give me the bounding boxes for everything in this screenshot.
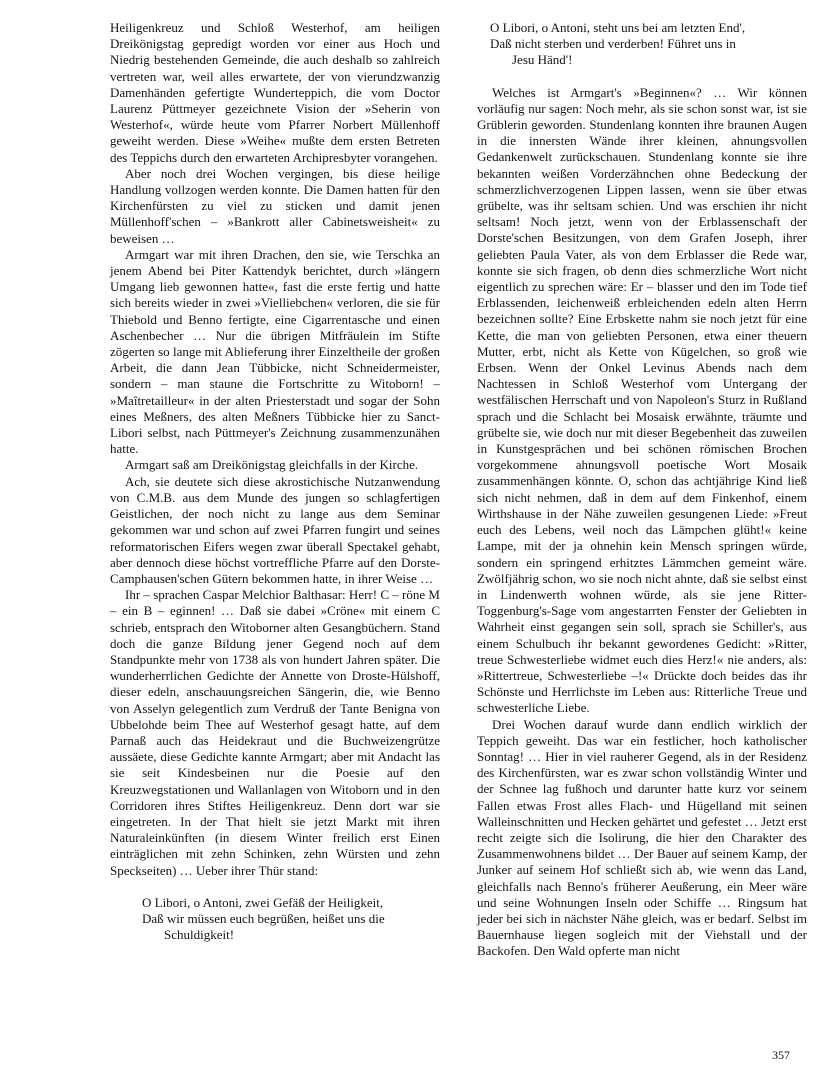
verse-line: Jesu Händ'! [512, 52, 573, 68]
verse-line: Daß wir müssen euch begrüßen, heißet uns die [142, 910, 385, 926]
verse-line: Daß nicht sterben und verderben! Führet uns in [490, 36, 736, 52]
page-number: 357 [772, 1048, 790, 1062]
paragraph: Drei Wochen darauf wurde dann endlich wirklich der Teppich geweiht. Das war ein festlicher, hoch katholischer Sonntag! … Hier in viel rauherer Gegend, als in der Residenz des Kirchenfürsten, war es zwar schon vollständig Winter und der Schnee lag fußhoch und darunter hatte kurz vor seinem Fallen etwas Frost alles Flach- und Hügelland mit seinen Walleinschnitten und Hecken gehärtet und gefestet … Jetzt erst recht zeigte sich die Isolirung, die hier den Charakter des Zusammenwohnens bildet … Der Bauer auf seinem Kamp, der Junker auf seinem Hof schließt sich ab, wie wenn das Land, gleichfalls nach Benno's früherer Aeußerung, ein Meer wäre und seine Wohnungen Inseln oder Schiffe … Ringsum hat jeder bei sich in nächster Nähe gleich, was er bedarf. Selbst im Bauernhause liegen sogleich mit der Viehstall und der Backofen. Den Wald opferte man nicht [477, 716, 807, 959]
paragraph: Aber noch drei Wochen vergingen, bis diese heilige Handlung vollzogen werden konnte. Die Damen hatten für den Kirchenfürsten zu viel zu sticken und damit jenen Müllenhoff'schen – »Bankrott aller Cabinetsweisheit« zu beweisen … [110, 165, 440, 246]
verse-line: Schuldigkeit! [164, 927, 235, 943]
text-columns [110, 20, 807, 960]
paragraph: Welches ist Armgart's »Beginnen«? … Wir können vorläufig nur sagen: Noch mehr, als sie schon sonst war, ist sie Grüblerin geworden. Stundenlang konnten ihre braunen Augen in die innersten Wände ihrer kleinen, ahnungsvollen Gedankenwelt zurückschauen. Stundenlang konnte sie ihre bekannten weißen Vorderzähnchen ohne Bedeckung der schmerzlichverzogenen Lippen lassen, wenn sie über etwas grübelte, was ihr seltsam schien. Und was erschien ihr nicht seltsam! Noch jetzt, wenn von der Erblassenschaft der Dorste'schen Besitzungen, von dem Grafen Joseph, ihrer geliebten Paula Vater, als von dem Erblasser die Rede war, konnte sie sich fragen, ob denn dies schmerzliche Wort nicht eigentlich zu sprechen wäre: Er – blasser und den im Tode tief Erblassenden, leichenweiß erbleichenden edeln alten Herrn bezeichnen sollte? Eine Erbskette nahm sie noch jetzt für eine Kette, die man von geliebten Personen, etwa einer theuern Mutter, erbt, nicht als Kette von Kügelchen, so groß wie Erbsen. Wenn der Onkel Levinus Abends nach dem Nachtessen in Schloß Westerhof vom Untergang der westfälischen Herrschaft und von Napoleon's Sturz in Rußland sprach und die Schlacht bei Mosaisk erwähnte, träumte und grübelte sie, wie doch nur mit dieser Begebenheit das zuweilen in Kunstgesprächen und bei schönen römischen Brochen vorgekommene ahnungsvoll poetische Wort Mosaik zusammenhängen könnte. O, schon das achtjährige Kind ließ sich nicht nehmen, daß in dem auf dem Finkenhof, einem Wirthshause in der Nähe zuweilen gesungenen Liede: »Freut euch des Lebens, weil noch das Lämpchen glüht!« keine Lampe, mit der ja ohnehin kein Mensch springen würde, sondern ein springend erhitztes Lämmchen gemeint wäre. Zwölfjährig schon, wo sie noch nicht ahnte, daß sie selbst einst in Lindenwerth wohnen würde, als sie jene Ritter-Toggenburg's-Sage vom angestarrten Fenster der Geliebten in Wahrheit einst gegangen sein soll, sprach sie Schiller's, aus einem Schulbuch ihr bekannt gewordenes Gedicht: »Ritter, treue Schwesterliebe widmet euch dies Herz!« nie anders, als: »Rittertreue, Schwesterliebe –!« Drückte doch beides das ihr Schönste und Herrlichste im Leben aus: Ritterliche Treue und schwesterliche Liebe. [477, 84, 807, 716]
verse-line: O Libori, o Antoni, zwei Gefäß der Heiligkeit, [142, 894, 384, 910]
paragraph: Ach, sie deutete sich diese akrostichische Nutzanwendung von C.M.B. aus dem Munde des jungen so schlagfertigen Geistlichen, der noch nicht zu lange aus dem Seminar gekommen war und schon auf zwei Pfarren fungirt und seines reformatorischen Eifers wegen zwar überall Spectakel gehabt, aber dennoch diese höchst vortreffliche Pfarre auf den Dorste-Camphausen'schen Gütern bekommen hatte, in ihrer Weise … [110, 473, 440, 586]
left-column [110, 20, 440, 960]
verse-block-libori-prayer [490, 20, 807, 69]
verse-line: O Libori, o Antoni, steht uns bei am letzten End', [490, 20, 746, 35]
verse-block-libori-greeting [142, 895, 440, 944]
right-column [477, 20, 807, 960]
paragraph: Ihr – sprachen Caspar Melchior Balthasar: Herr! C – röne M – ein B – eginnen! … Daß sie dabei »Cröne« mit einem C schrieb, entsprach den Witoborner alten Gesangbüchern. Stand doch die ganze Bildung jener Gegend noch auf dem Standpunkte mehr von 1738 als von hundert Jahren später. Die wunderherrlichen Gedichte der Annette von Droste-Hülshoff, dieser edeln, anschauungsreichen Sängerin, die, wie Benno von Asselyn gelegentlich zum Verdruß der Tante Benigna von Ubbelohde beim Thee auf Westerhof gesagt hatte, auf dem Parnaß auch das Heidekraut und die Buchweizengrütze aussäete, diese Gedichte kannte Armgart; aber mit Andacht las sie seit Kindesbeinen nur die Poesie auf den Kreuzwegstationen und Wallanlagen von Witoborn und in den Corridoren ihres Stiftes Heiligenkreuz. Denn dort war sie eingetreten. In der That hielt sie jetzt Markt mit ihren Naturaleinkünften (in diesem Winter freilich erst Einen einträglichen mit zehn Schinken, zehn Würsten und zehn Speckseiten) … Ueber ihrer Thür stand: [110, 587, 440, 878]
paragraph: Armgart war mit ihren Drachen, den sie, wie Terschka an jenem Abend bei Piter Kattendyk berichtet, durch »längern Umgang lieb gewonnen hatte«, fast die erste fertig und hatte sich bereits wieder in zwei »Vielliebchen« verloren, die sie für Thiebold und Benno fertigte, eine Cigarrentasche und einen Aschenbecher … Nur die übrigen Mitfräulein im Stifte zögerten so lange mit Ablieferung ihrer Einzeltheile der großen Arbeit, die dann Jean Tübbicke, nicht Schneidermeister, sondern – man staune die Fortschritte zu Witoborn! – »Maîtretailleur« in der alten Priesterstadt und sogar der Sohn eines Meßners, des alten Meßners Tübbicke hier zu Sanct-Libori selbst, nach Püttmeyer's Zeichnung zusammenzunähen hatte. [110, 246, 440, 457]
paragraph: Heiligenkreuz und Schloß Westerhof, am heiligen Dreikönigstag gepredigt worden vor einer aus Hoch und Niedrig bestehenden Gemeinde, die auch deshalb so zahlreich vertreten war, weil alles erwartete, der von vierundzwanzig Damenhänden gefertigte Wunderteppich, die vom Doctor Laurenz Püttmeyer gezeichnete Vision der »Seherin von Westerhof«, würde heute vom Pfarrer Norbert Müllenhoff geweiht werden. Diese »Weihe« mußte dem ersten Betreten des Teppichs durch den erwarteten Archipresbyter vorangehen. [110, 20, 440, 165]
paragraph: Armgart saß am Dreikönigstag gleichfalls in der Kirche. [125, 457, 419, 473]
